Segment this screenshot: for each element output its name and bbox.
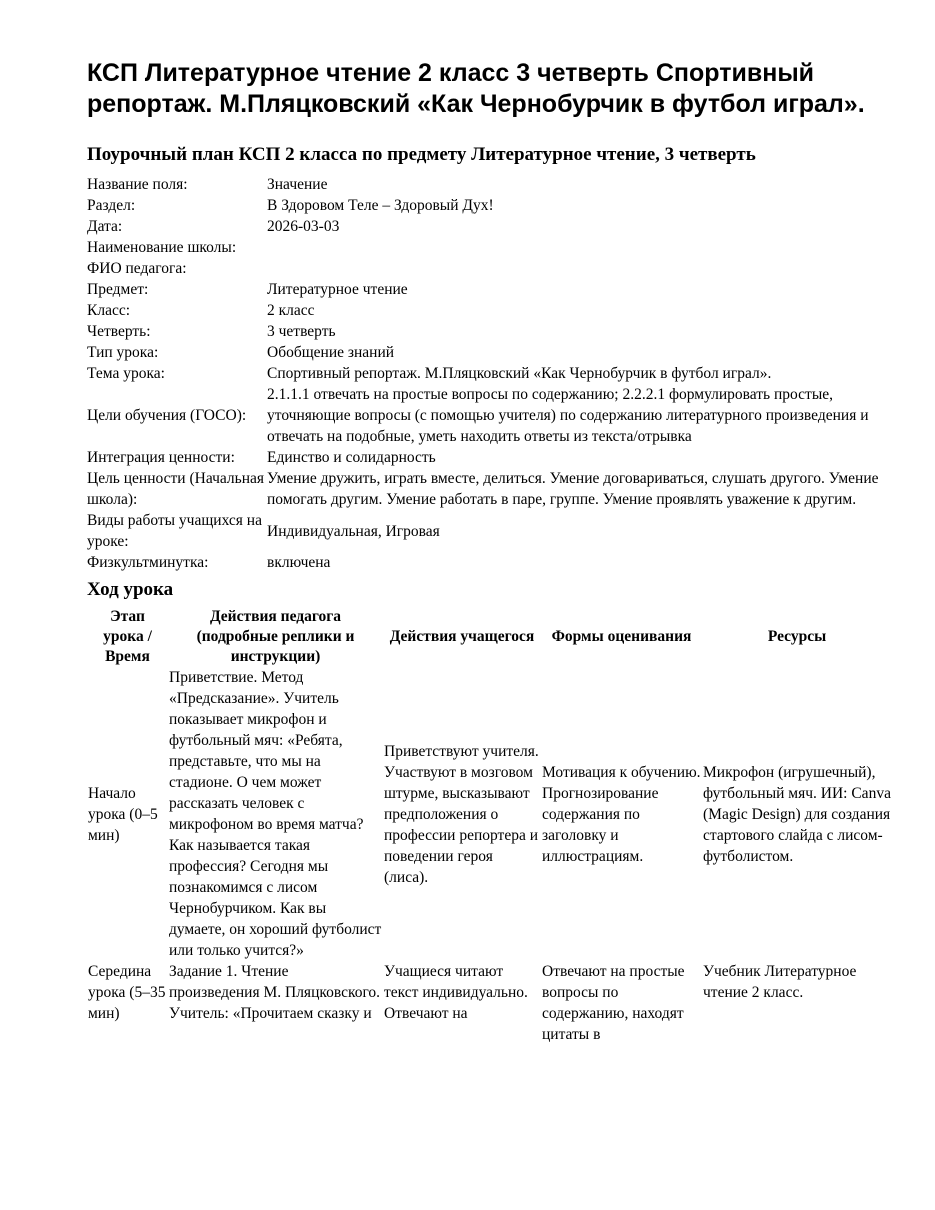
meta-key: Наименование школы: [87,239,237,256]
assessment-cell: Отвечают на простые вопросы по содержанию, находят цитаты в [542,963,685,1043]
lesson-table-header [87,607,892,667]
document-page [87,58,892,1045]
meta-row [87,342,887,363]
plan-subtitle: Поурочный план КСП 2 класса по предмету Литературное чтение, 3 четверть [87,144,756,165]
meta-key: Дата: [87,218,123,235]
meta-key: Предмет: [87,281,149,298]
lesson-meta-table [87,174,887,573]
meta-key: Тема урока: [87,365,165,382]
meta-key: Цели обучения (ГОСО): [87,407,247,424]
meta-row [87,552,887,573]
meta-value [267,237,887,258]
meta-value: 2.1.1.1 отвечать на простые вопросы по содержанию; 2.2.2.1 формулировать простые, уточняющие вопросы (с помощью учителя) по содержанию литературного произведения и отвечать на подобные, уметь находить ответы из текста/отрывка [267,386,869,445]
meta-row [87,363,887,384]
lesson-heading: Ход урока [87,579,174,600]
meta-header-row [87,174,887,195]
meta-row [87,321,887,342]
meta-row [87,300,887,321]
meta-key: Физкультминутка: [87,554,209,571]
meta-row [87,447,887,468]
meta-row [87,468,887,510]
meta-value: Спортивный репортаж. М.Пляцковский «Как Чернобурчик в футбол играл». [267,365,772,382]
meta-row [87,195,887,216]
meta-value: 2 класс [267,302,315,319]
meta-value: Обобщение знаний [267,344,395,361]
meta-value: Литературное чтение [267,281,408,298]
teacher-cell: Приветствие. Метод «Предсказание». Учитель показывает микрофон и футбольный мяч: «Ребята, представьте, что мы на стадионе. О чем может рассказать человек с микрофоном во время матча? Как называется такая профессия? Сегодня мы познакомимся с лисом Чернобурчиком. Как вы думаете, он хороший футболист или только учится?» [169,669,382,959]
meta-key: Раздел: [87,197,136,214]
stage-cell: Середина урока (5–35 мин) [88,963,166,1022]
meta-row [87,279,887,300]
meta-key: Тип урока: [87,344,159,361]
meta-key: Название поля: [87,176,188,193]
meta-value: 3 четверть [267,323,336,340]
student-cell: Учащиеся читают текст индивидуально. Отвечают на [384,963,528,1022]
meta-value: В Здоровом Теле – Здоровый Дух! [267,197,494,214]
resources-cell: Микрофон (игрушечный), футбольный мяч. ИИ: Canva (Magic Design) для создания стартового слайда с лисом-футболистом. [703,763,891,865]
student-cell: Приветствуют учителя. Участвуют в мозговом штурме, высказывают предположения о профессии репортера и поведении героя (лиса). [384,742,539,886]
meta-row [87,216,887,237]
meta-value: включена [267,554,331,571]
stage-cell: Начало урока (0–5 мин) [88,784,158,844]
meta-row [87,258,887,279]
meta-row [87,237,887,258]
meta-value: Единство и солидарность [267,449,436,466]
meta-value [267,258,887,279]
col-header-stage: Этап урока / Время [103,608,152,665]
col-header-student: Действия учащегося [389,628,535,645]
meta-key: Интеграция ценности: [87,449,235,466]
teacher-cell: Задание 1. Чтение произведения М. Пляцковского. Учитель: «Прочитаем сказку и [169,963,381,1022]
meta-key: Класс: [87,302,131,319]
resources-cell: Учебник Литературное чтение 2 класс. [703,963,857,1001]
meta-row [87,384,887,447]
col-header-assessment: Формы оценивания [551,628,692,645]
table-row [87,961,892,1045]
col-header-resources: Ресурсы [767,628,827,645]
meta-value: 2026-03-03 [267,218,340,235]
meta-key: Цель ценности (Начальная школа): [87,470,265,508]
meta-key: Четверть: [87,323,151,340]
meta-value: Индивидуальная, Игровая [267,522,440,540]
meta-value: Значение [267,176,328,193]
lesson-flow-table [87,607,892,1045]
assessment-cell: Мотивация к обучению. Прогнозирование содержания по заголовку и иллюстрациям. [542,763,701,865]
col-header-teacher: Действия педагога (подробные реплики и инструкции) [196,608,355,665]
meta-value: Умение дружить, играть вместе, делиться. Умение договариваться, слушать другого. Умение помогать другим. Умение работать в паре, группе. Умение проявлять уважение к другим. [267,470,879,508]
meta-key: ФИО педагога: [87,260,187,277]
meta-row [87,510,887,552]
meta-key: Виды работы учащихся на уроке: [87,512,262,550]
table-row [87,667,892,961]
document-title: КСП Литературное чтение 2 класс 3 четверть Спортивный репортаж. М.Пляцковский «Как Чернобурчик в футбол играл». [87,59,865,118]
